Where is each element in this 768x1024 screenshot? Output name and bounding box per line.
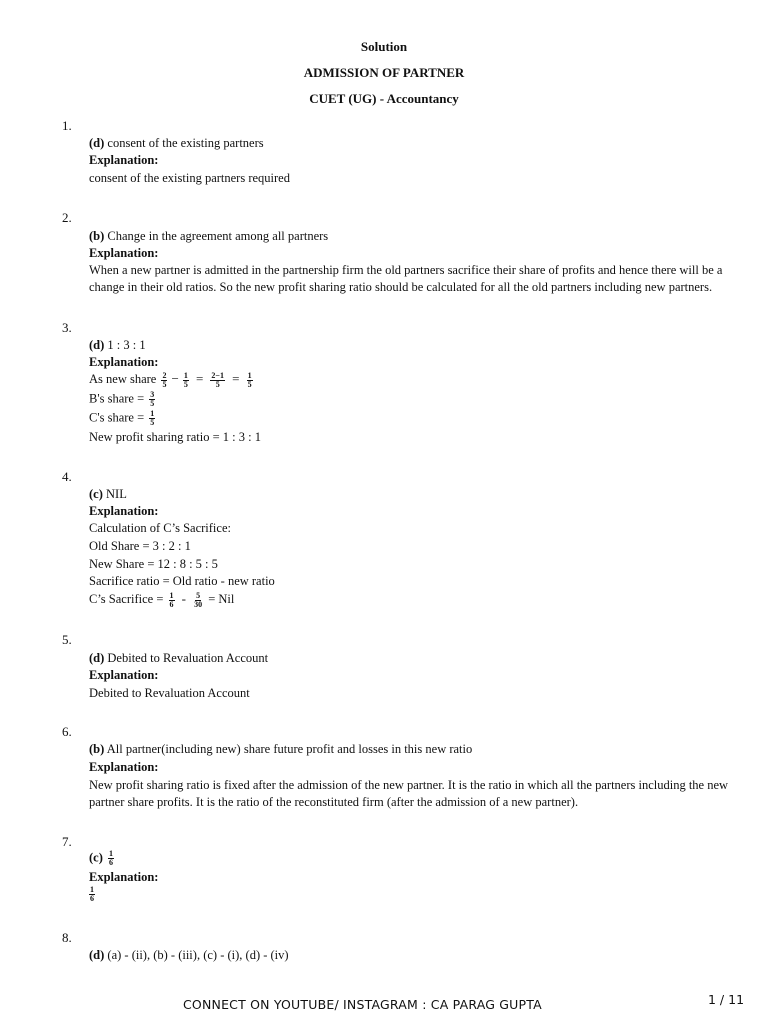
answer-option: (b): [89, 229, 105, 243]
explanation-text: Sacrifice ratio = Old ratio - new ratio: [89, 574, 275, 588]
answer-line: [89, 742, 472, 757]
answer-text: Change in the agreement among all partners: [107, 229, 329, 243]
question-number: 1.: [62, 118, 72, 133]
answer-text: NIL: [106, 487, 127, 501]
answer-line: [89, 850, 116, 867]
question-number: 5.: [62, 632, 72, 647]
fraction: $\frac{2}{5}$: [162, 370, 167, 389]
equation-line: C’s Sacrifice = $\frac{1}{6}$ - $\frac{5}{30}$ = Nil: [89, 590, 235, 609]
answer-option: (c): [89, 487, 103, 501]
answer-line: [89, 338, 146, 353]
question-number: 2.: [62, 210, 72, 225]
fraction: $\frac{3}{5}$: [150, 390, 155, 408]
page-title: Solution: [360, 39, 408, 54]
fraction: $\frac{1}{5}$: [183, 370, 188, 389]
explanation-text: consent of the existing partners required: [89, 171, 290, 185]
subject-title: CUET (UG) - Accountancy: [309, 91, 459, 106]
answer-line: [89, 487, 127, 502]
answer-option: (d): [89, 948, 105, 962]
fraction: $\frac{1}{5}$: [247, 370, 252, 389]
footer-text: CONNECT ON YOUTUBE/ INSTAGRAM : CA PARAG GUPTA: [183, 997, 542, 1012]
fraction: $\frac{1}{6}$: [169, 590, 174, 609]
answer-text: Debited to Revaluation Account: [107, 651, 269, 665]
answer-option: (d): [89, 136, 105, 150]
explanation-text: New Share = 12 : 8 : 5 : 5: [89, 557, 218, 571]
answer-option: (b): [89, 742, 105, 756]
explanation-label: Explanation:: [89, 246, 159, 260]
explanation-text: New profit sharing ratio is fixed after the admission of the new partner. It is the ratio in which all the partners including the new partner share profits. It is the ratio of the reconstituted firm (after the admission of a new partner).: [89, 778, 729, 809]
question-number: 6.: [62, 724, 72, 739]
question-number: 4.: [62, 469, 72, 484]
answer-text: All partner(including new) share future profit and losses in this new ratio: [106, 742, 473, 756]
answer-line: [89, 229, 328, 244]
explanation-text: When a new partner is admitted in the partnership firm the old partners sacrifice their share of profits and hence there will be a change in their old ratios. So the new profit sharing ratio should be calculated for all the old partners including new partners.: [89, 263, 723, 294]
explanation-label: Explanation:: [89, 153, 159, 167]
question-number: 3.: [62, 320, 72, 335]
explanation-label: Explanation:: [89, 668, 159, 682]
equation-line: B's share = $\frac{3}{5}$: [89, 390, 155, 408]
answer-text: 1 : 3 : 1: [107, 338, 146, 352]
chapter-title: ADMISSION OF PARTNER: [303, 65, 465, 80]
answer-line: [89, 136, 264, 151]
answer-text: consent of the existing partners: [107, 136, 264, 150]
explanation-label: Explanation:: [89, 504, 159, 518]
equation-line: As new share $\frac{2}{5}$ − $\frac{1}{5}$ = $\frac{2-1}{5}$ = $\frac{1}{5}$: [89, 370, 252, 389]
explanation-label: Explanation:: [89, 760, 159, 774]
answer-line: [89, 948, 289, 963]
page-number: 1 / 11: [708, 992, 745, 1007]
question-number: 7.: [62, 834, 72, 849]
explanation-label: Explanation:: [89, 355, 159, 369]
explanation-text: Calculation of C’s Sacrifice:: [89, 521, 231, 535]
fraction: $\frac{1}{6}$: [90, 885, 94, 903]
answer-line: [89, 651, 268, 666]
explanation-text: Old Share = 3 : 2 : 1: [89, 539, 191, 553]
equation-line: C's share = $\frac{1}{5}$: [89, 409, 155, 427]
answer-option: (c): [89, 850, 103, 865]
explanation-text: Debited to Revaluation Account: [89, 686, 250, 700]
fraction: $\frac{1}{5}$: [150, 409, 155, 427]
explanation-text: New profit sharing ratio = 1 : 3 : 1: [89, 430, 261, 444]
question-number: 8.: [62, 930, 72, 945]
fraction: $\frac{5}{30}$: [194, 590, 203, 609]
answer-text: (a) - (ii), (b) - (iii), (c) - (i), (d) - (iv): [107, 948, 289, 962]
explanation-label: Explanation:: [89, 870, 159, 884]
explanation-text: [89, 886, 97, 903]
answer-option: (d): [89, 338, 105, 352]
fraction: $\frac{1}{6}$: [109, 849, 113, 867]
answer-option: (d): [89, 651, 105, 665]
fraction: $\frac{2-1}{5}$: [211, 370, 224, 389]
